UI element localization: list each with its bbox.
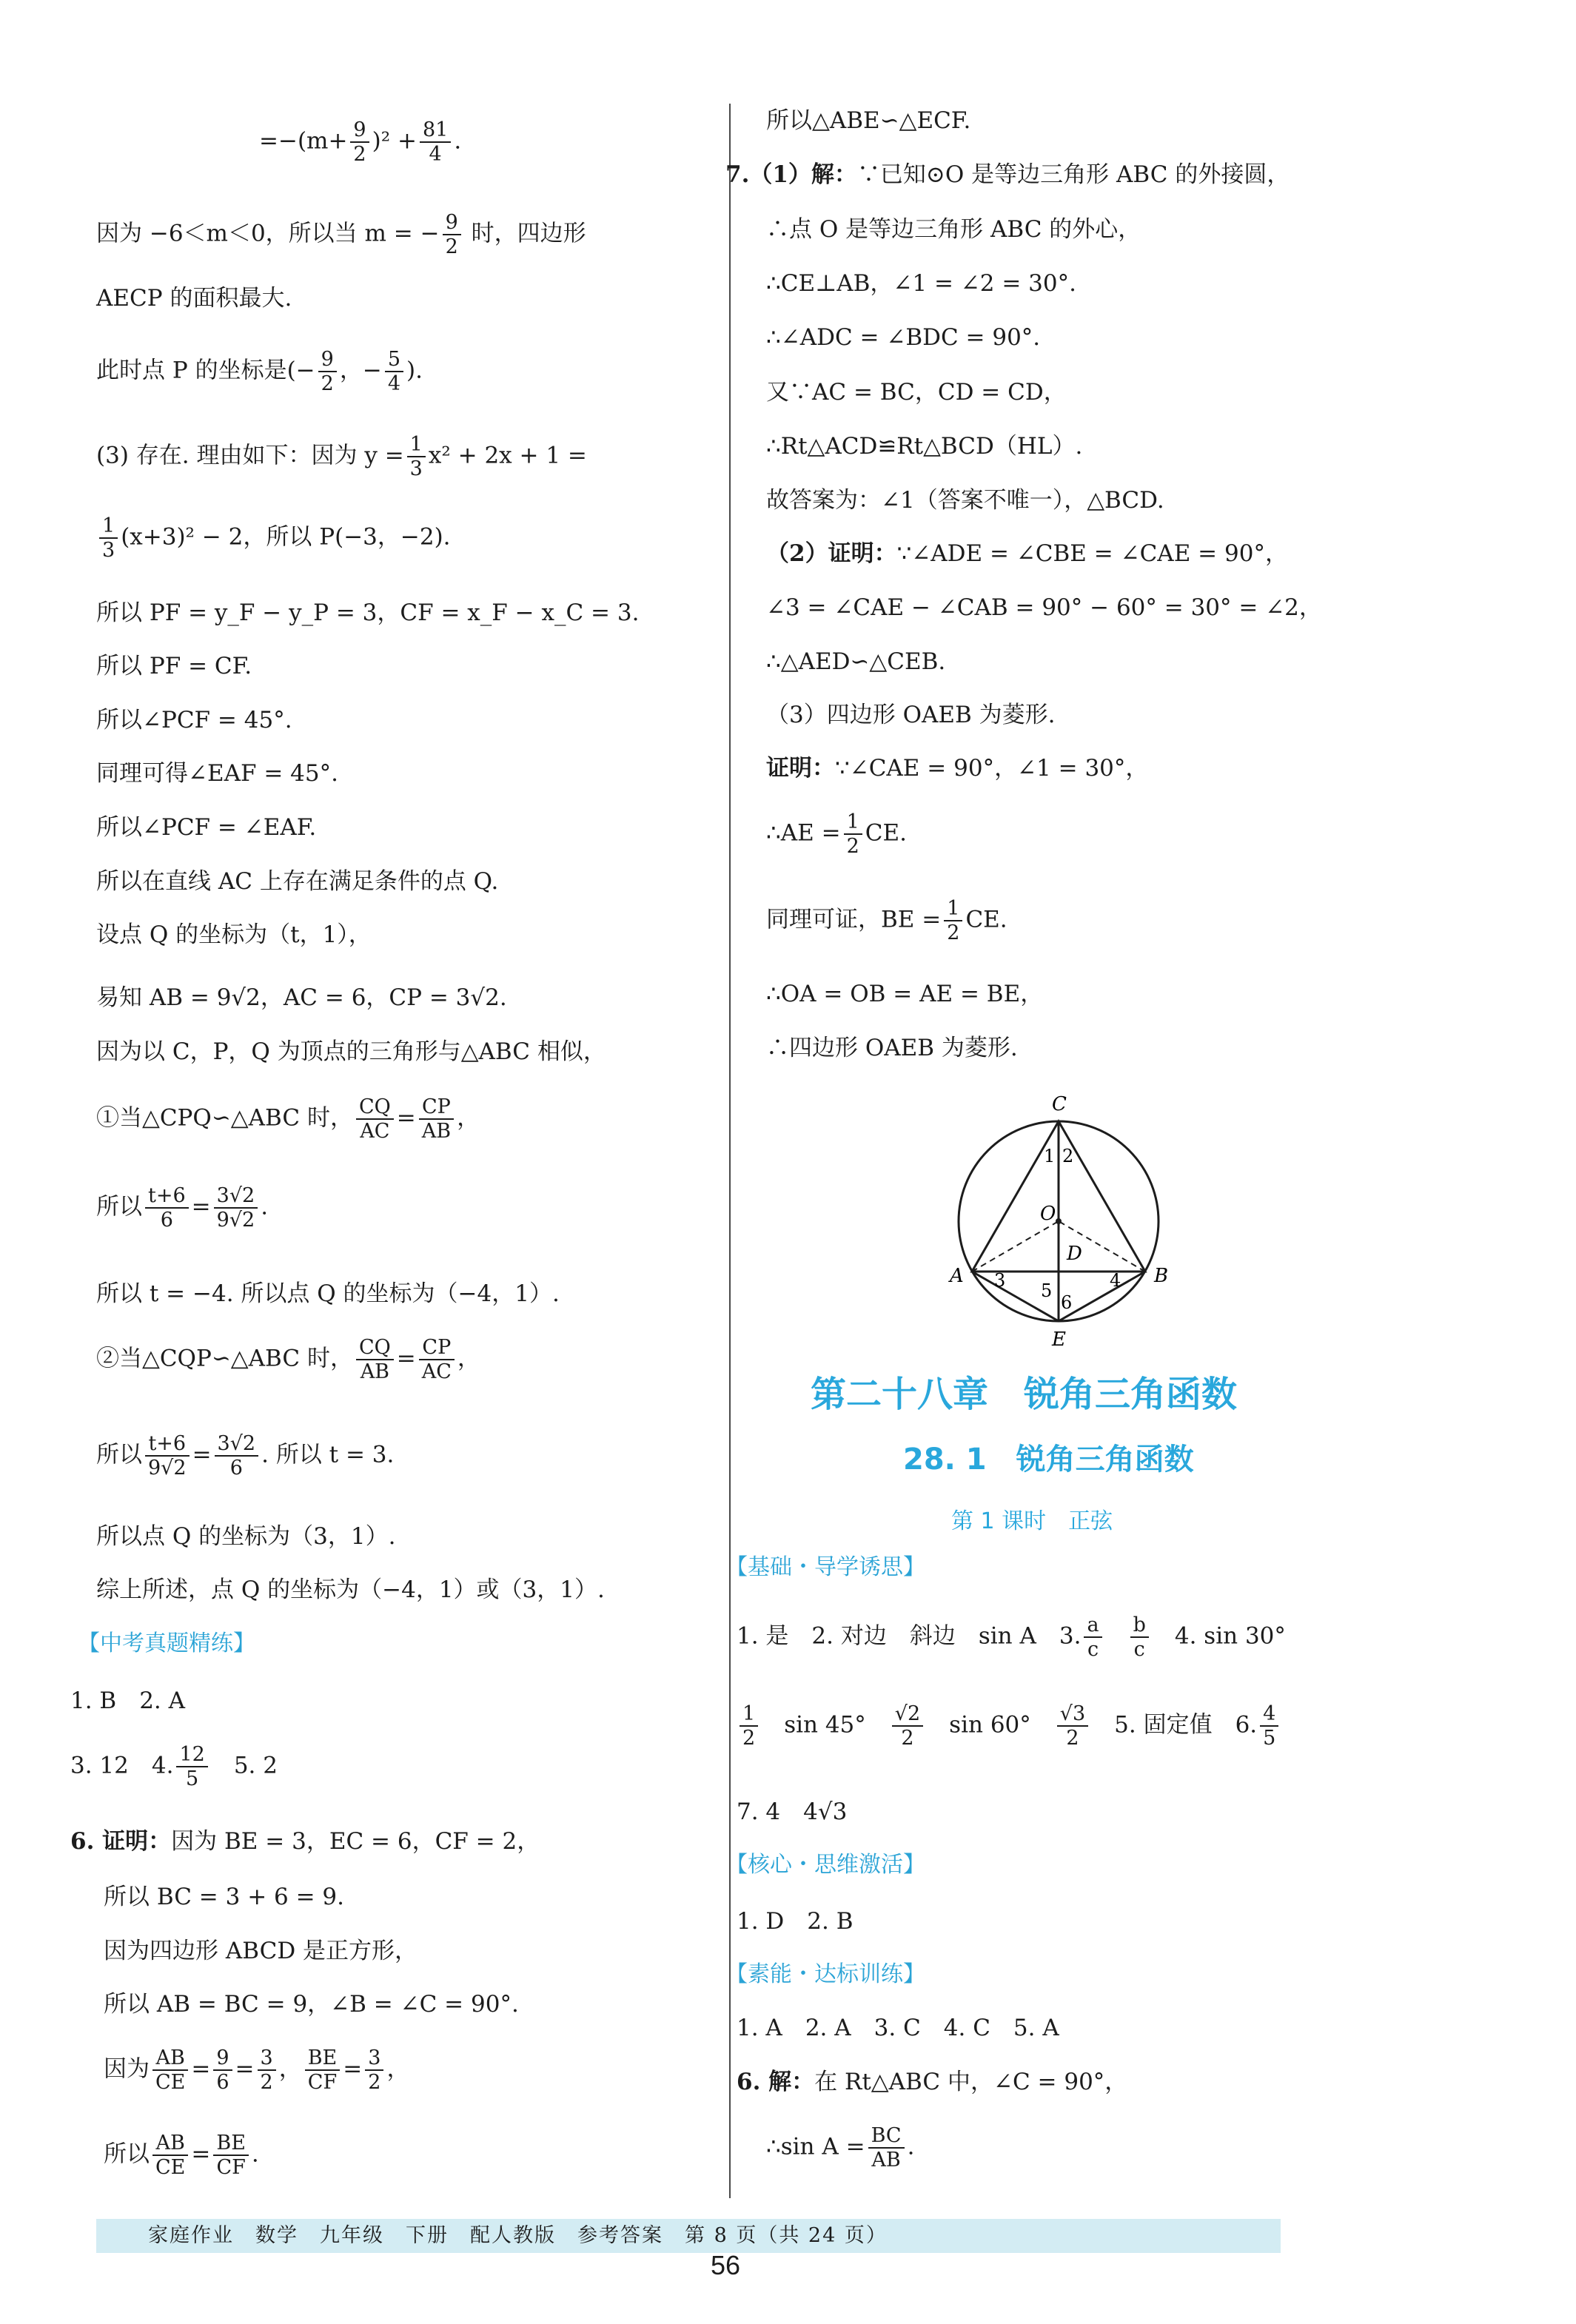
line: 所以∠PCF = 45°. <box>96 707 292 733</box>
line: 所以 t = −4. 所以点 Q 的坐标为（−4，1）. <box>96 1280 560 1307</box>
line: ∴四边形 OAEB 为菱形. <box>766 1035 1018 1061</box>
section-title: 28. 1 锐角三角函数 <box>903 1443 1194 1477</box>
section-heading: 【核心・思维激活】 <box>725 1852 925 1878</box>
line: 1. D 2. B <box>737 1908 854 1935</box>
line: ∴∠ADC = ∠BDC = 90°. <box>766 324 1041 351</box>
fraction: $\frac{AB}{CE}$ <box>152 2132 188 2179</box>
line: ∴点 O 是等边三角形 ABC 的外心， <box>766 216 1141 243</box>
fraction: $\frac{9}{2}$ <box>443 211 461 258</box>
line: (3) 存在. 理由如下：因为 y = $\frac{1}{3}$ x² + 2x + 1 = <box>96 433 587 481</box>
line: 因为 $\frac{AB}{CE}$ = $\frac{9}{6}$ = $\frac{3}{2}$ ， $\frac{BE}{CF}$ = $\frac{3}{2}$ ， <box>104 2046 410 2095</box>
fraction: $\frac{3√2}{6}$ <box>215 1432 259 1480</box>
line: 证明：∵∠CAE = 90°，∠1 = 30°， <box>766 755 1149 782</box>
line: 所以在直线 AC 上存在满足条件的点 Q. <box>96 868 499 895</box>
line: 3. 12 4. $\frac{12}{5}$ 5. 2 <box>70 1743 278 1791</box>
line: 1. 是 2. 对边 斜边 sin A 3. $\frac{a}{c}$ $\frac{b}{c}$ 4. sin 30° <box>737 1613 1286 1662</box>
lesson-title: 第 1 课时 正弦 <box>951 1508 1113 1534</box>
line: 易知 AB = 9√2，AC = 6，CP = 3√2. <box>96 984 507 1011</box>
line: 此时点 P 的坐标是(− $\frac{9}{2}$ ，− $\frac{5}{4}$ ). <box>96 348 423 396</box>
fraction: $\frac{CP}{AB}$ <box>419 1095 454 1143</box>
fraction: $\frac{3√2}{9√2}$ <box>214 1184 258 1232</box>
line: 所以∠PCF = ∠EAF. <box>96 814 317 841</box>
line: 所以点 Q 的坐标为（3，1）. <box>96 1523 396 1550</box>
line: 所以 $\frac{t+6}{6}$ = $\frac{3√2}{9√2}$ . <box>96 1184 269 1232</box>
line: （2）证明：∵∠ADE = ∠CBE = ∠CAE = 90°， <box>766 540 1288 567</box>
fraction: $\frac{12}{5}$ <box>176 1743 207 1790</box>
chapter-title: 第二十八章 锐角三角函数 <box>811 1374 1238 1415</box>
label-angle-4: 4 <box>1110 1270 1121 1291</box>
line: 设点 Q 的坐标为（t，1）， <box>96 921 372 948</box>
section-heading: 【中考真题精练】 <box>78 1631 255 1656</box>
fraction: $\frac{9}{2}$ <box>350 118 369 166</box>
fraction: $\frac{BC}{AB}$ <box>868 2124 905 2172</box>
line: ∴sin A = $\frac{BC}{AB}$ . <box>766 2124 915 2172</box>
fraction: $\frac{t+6}{9√2}$ <box>145 1432 190 1480</box>
fraction: $\frac{5}{4}$ <box>385 348 403 395</box>
label-angle-2: 2 <box>1062 1146 1074 1166</box>
line: ∴CE⊥AB，∠1 = ∠2 = 30°. <box>766 270 1076 297</box>
line: 又∵AC = BC，CD = CD， <box>766 379 1067 406</box>
line: $\frac{1}{3}$ (x+3)² − 2，所以 P(−3，−2). <box>96 514 451 562</box>
line: 所以 PF = y_F − y_P = 3，CF = x_F − x_C = 3. <box>96 600 640 626</box>
line: 因为四边形 ABCD 是正方形， <box>104 1938 418 1964</box>
line: 7.（1）解：∵已知⊙O 是等边三角形 ABC 的外接圆， <box>725 161 1290 188</box>
fraction: $\frac{1}{2}$ <box>844 810 862 858</box>
line: 综上所述，点 Q 的坐标为（−4，1）或（3，1）. <box>96 1576 605 1603</box>
line: 所以 $\frac{t+6}{9√2}$ = $\frac{3√2}{6}$ . 所以 t = 3. <box>96 1432 395 1480</box>
line: 同理可证，BE = $\frac{1}{2}$ CE. <box>766 897 1007 945</box>
label-c: C <box>1052 1093 1067 1115</box>
fraction: $\frac{t+6}{6}$ <box>145 1184 189 1232</box>
fraction: $\frac{1}{2}$ <box>944 897 962 944</box>
line: 所以 $\frac{AB}{CE}$ = $\frac{BE}{CF}$ . <box>104 2132 259 2180</box>
label-angle-1: 1 <box>1044 1146 1056 1166</box>
line: =−(m+ $\frac{9}{2}$ )² + $\frac{81}{4}$ . <box>259 118 462 167</box>
page-number: 56 <box>711 2250 741 2280</box>
line: AECP 的面积最大. <box>96 285 292 312</box>
line: ②当△CQP∽△ABC 时， $\frac{CQ}{AB}$ = $\frac{CP}{AC}$ ， <box>96 1336 480 1384</box>
fraction: $\frac{3}{2}$ <box>258 2046 276 2094</box>
center-point <box>1056 1218 1062 1224</box>
line: 6. 解：在 Rt△ABC 中，∠C = 90°， <box>737 2069 1128 2095</box>
line: 7. 4 4√3 <box>737 1799 848 1825</box>
fraction: $\frac{1}{3}$ <box>407 433 426 480</box>
line: 所以 PF = CF. <box>96 653 252 679</box>
line: （3）四边形 OAEB 为菱形. <box>766 702 1056 728</box>
line: 所以 BC = 3 + 6 = 9. <box>104 1884 345 1910</box>
line: ∴AE = $\frac{1}{2}$ CE. <box>766 810 907 859</box>
label-d: D <box>1067 1243 1082 1265</box>
fraction: $\frac{CQ}{AB}$ <box>356 1336 394 1383</box>
line: 因为以 C，P，Q 为顶点的三角形与△ABC 相似， <box>96 1038 606 1065</box>
footer-band: 家庭作业 数学 九年级 下册 配人教版 参考答案 第 8 页（共 24 页） <box>96 2219 1281 2253</box>
fraction: $\frac{b}{c}$ <box>1130 1613 1149 1661</box>
fraction: $\frac{81}{4}$ <box>420 118 451 166</box>
fraction: $\frac{9}{6}$ <box>213 2046 232 2094</box>
fraction: $\frac{BE}{CF}$ <box>305 2046 341 2094</box>
fraction: $\frac{√3}{2}$ <box>1057 1702 1088 1750</box>
line: ∴Rt△ACD≌Rt△BCD（HL）. <box>766 433 1083 460</box>
label-angle-6: 6 <box>1061 1292 1073 1313</box>
fraction: $\frac{CP}{AC}$ <box>419 1336 455 1383</box>
line: 所以△ABE∽△ECF. <box>766 107 971 134</box>
fraction: $\frac{a}{c}$ <box>1084 1613 1101 1661</box>
segment-oa <box>972 1221 1059 1272</box>
fraction: $\frac{AB}{CE}$ <box>152 2046 188 2094</box>
line: ∴△AED∽△CEB. <box>766 648 946 675</box>
section-heading: 【基础・导学诱思】 <box>725 1554 925 1580</box>
line: 1. A 2. A 3. C 4. C 5. A <box>737 2015 1059 2041</box>
line: 所以 AB = BC = 9，∠B = ∠C = 90°. <box>104 1991 519 2018</box>
label-angle-3: 3 <box>994 1270 1006 1291</box>
line: 故答案为：∠1（答案不唯一），△BCD. <box>766 487 1164 514</box>
fraction: $\frac{CQ}{AC}$ <box>356 1095 394 1143</box>
line: $\frac{1}{2}$ sin 45° $\frac{√2}{2}$ sin 60° $\frac{√3}{2}$ 5. 固定值 6. $\frac{4}{5}$ <box>737 1702 1281 1750</box>
line: 因为 −6＜m＜0，所以当 m = − $\frac{9}{2}$ 时，四边形 <box>96 211 586 259</box>
fraction: $\frac{3}{2}$ <box>365 2046 383 2094</box>
line: ∠3 = ∠CAE − ∠CAB = 90° − 60° = 30° = ∠2， <box>766 594 1322 621</box>
label-a: A <box>950 1265 964 1287</box>
label-b: B <box>1154 1265 1169 1287</box>
column-divider <box>729 104 731 2198</box>
label-o: O <box>1040 1203 1056 1225</box>
line: 6. 证明：因为 BE = 3，EC = 6，CF = 2， <box>70 1828 540 1855</box>
label-angle-5: 5 <box>1041 1280 1053 1301</box>
line: 1. B 2. A <box>70 1687 186 1714</box>
section-heading: 【素能・达标训练】 <box>725 1961 925 1987</box>
fraction: $\frac{4}{5}$ <box>1260 1702 1278 1750</box>
fraction: $\frac{1}{2}$ <box>740 1702 758 1750</box>
fraction: $\frac{BE}{CF}$ <box>213 2132 249 2179</box>
label-e: E <box>1052 1329 1066 1351</box>
line: ∴OA = OB = AE = BE， <box>766 981 1044 1007</box>
line: 同理可得∠EAF = 45°. <box>96 760 338 787</box>
fraction: $\frac{1}{3}$ <box>99 514 118 562</box>
fraction: $\frac{√2}{2}$ <box>892 1702 923 1750</box>
line: ①当△CPQ∽△ABC 时， $\frac{CQ}{AC}$ = $\frac{CP}{AB}$ ， <box>96 1095 480 1143</box>
circle-triangle-figure <box>936 1088 1181 1354</box>
fraction: $\frac{9}{2}$ <box>318 348 337 395</box>
